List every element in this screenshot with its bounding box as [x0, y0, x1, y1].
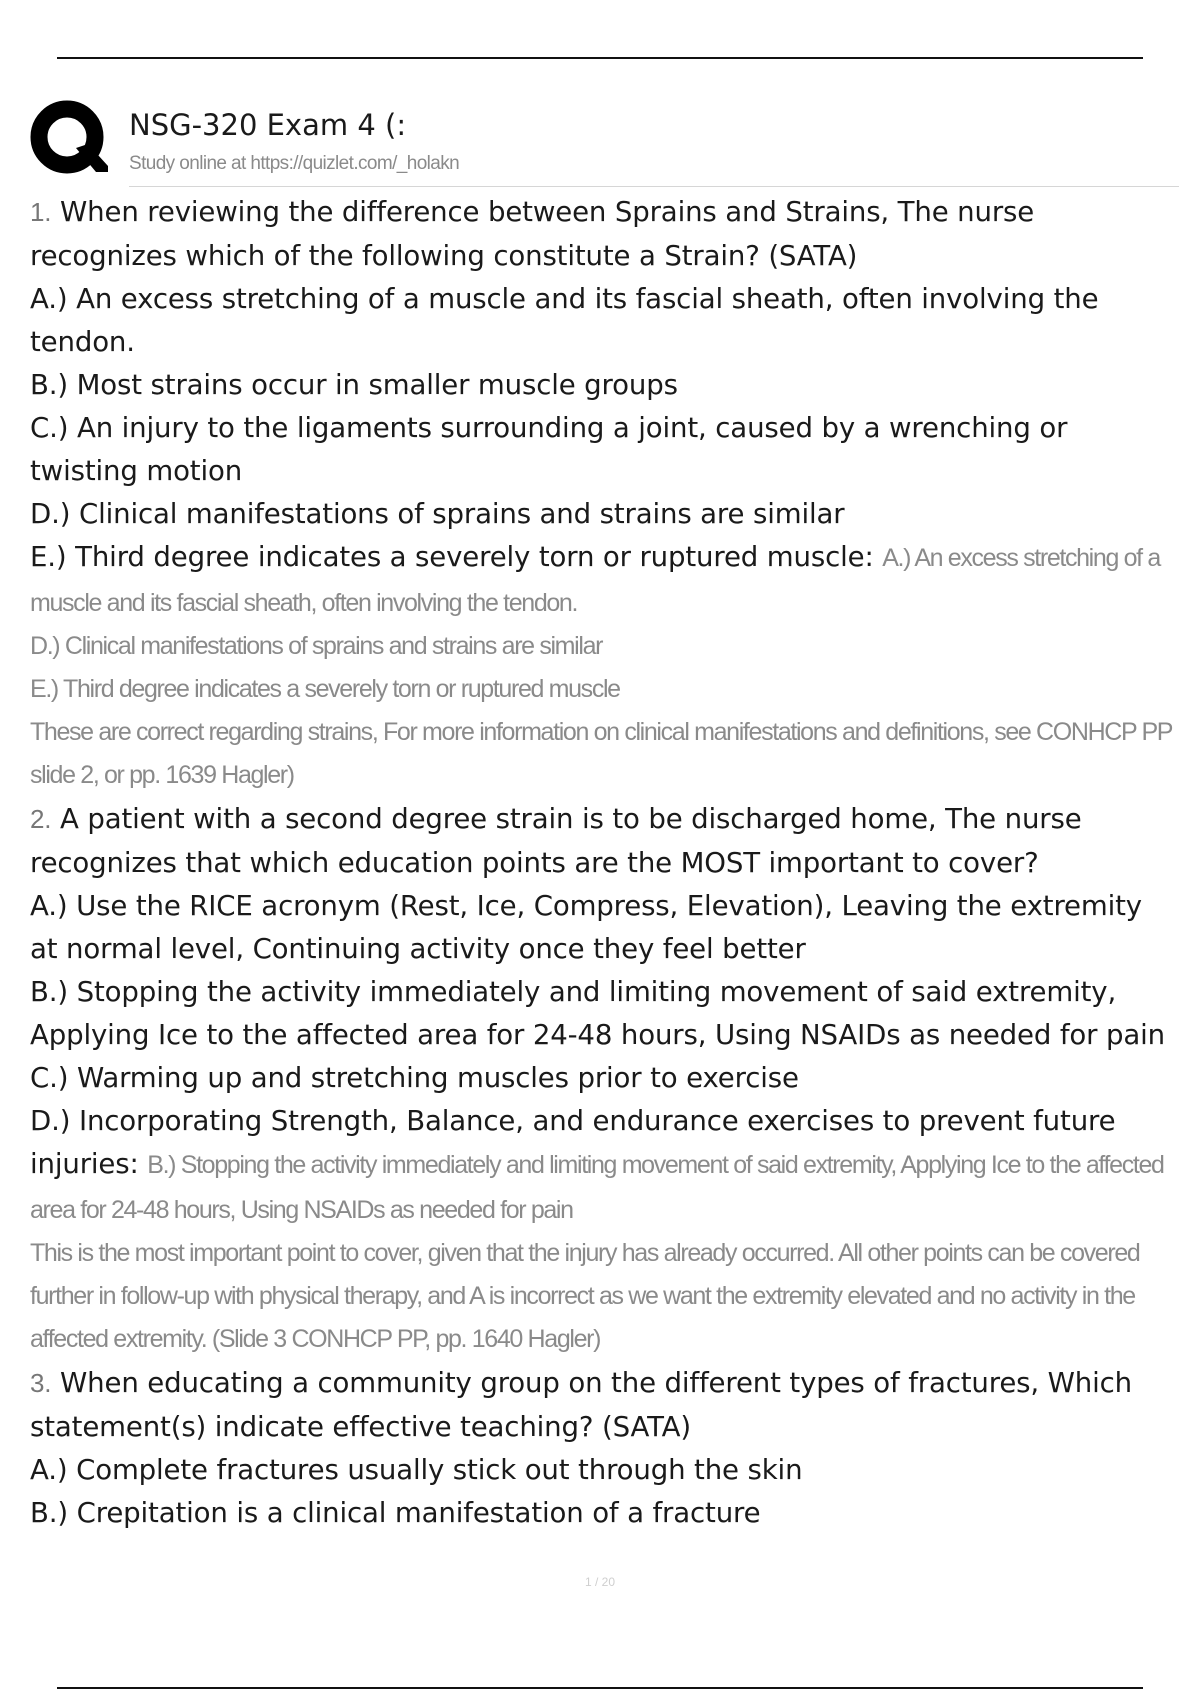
question-number: 3.	[30, 1368, 52, 1398]
answer-option	[30, 535, 1176, 625]
answer-option	[30, 1099, 1176, 1232]
option-text: E.) Third degree indicates a severely torn or ruptured muscle:	[30, 540, 874, 573]
page-header	[30, 100, 1176, 186]
study-online-link[interactable]: Study online at https://quizlet.com/_holakn	[129, 153, 460, 174]
question-text: When reviewing the difference between Sprains and Strains, The nurse recognizes which of the following constitute a Strain? (SATA)	[30, 195, 1035, 272]
question-text: When educating a community group on the different types of fractures, Which statement(s) indicate effective teaching? (SATA)	[30, 1366, 1132, 1443]
answer-line: E.) Third degree indicates a severely torn or ruptured muscle	[30, 675, 620, 703]
question-prompt	[30, 797, 1176, 884]
header-divider	[129, 186, 1179, 187]
answer-option: D.) Clinical manifestations of sprains and strains are similar	[30, 497, 845, 530]
answer-option: A.) An excess stretching of a muscle and its fascial sheath, often involving the tendon.	[30, 282, 1099, 358]
question-number: 1.	[30, 197, 52, 227]
page-number: 1 / 20	[584, 1575, 616, 1589]
answer-option: C.) An injury to the ligaments surrounding a joint, caused by a wrenching or twisting motion	[30, 411, 1068, 487]
answer-explanation: These are correct regarding strains, For more information on clinical manifestations and definitions, see CONHCP PP slide 2, or pp. 1639 Hagler)	[30, 718, 1172, 789]
answer-option: A.) Complete fractures usually stick out through the skin	[30, 1453, 803, 1486]
answer-explanation: This is the most important point to cover, given that the injury has already occurred. All other points can be covered further in follow-up with physical therapy, and A is incorrect as we want the extremity elevated and no activity in the affected extremity. (Slide 3 CONHCP PP, pp. 1640 Hagler)	[30, 1239, 1140, 1353]
question-text: A patient with a second degree strain is to be discharged home, The nurse recognizes that which education points are the MOST important to cover?	[30, 802, 1082, 879]
answer-text: B.) Stopping the activity immediately and limiting movement of said extremity, Applying Ice to the affected area for 24-48 hours, Using NSAIDs as needed for pain	[30, 1151, 1164, 1224]
answer-option: A.) Use the RICE acronym (Rest, Ice, Compress, Elevation), Leaving the extremity at normal level, Continuing activity once they feel better	[30, 889, 1142, 965]
question-number: 2.	[30, 804, 52, 834]
answer-option: C.) Warming up and stretching muscles prior to exercise	[30, 1061, 799, 1094]
top-rule	[57, 57, 1143, 59]
answer-option: B.) Crepitation is a clinical manifestation of a fracture	[30, 1496, 761, 1529]
answer-option: B.) Most strains occur in smaller muscle groups	[30, 368, 678, 401]
bottom-rule	[57, 1687, 1143, 1689]
page-title: NSG-320 Exam 4 (:	[129, 108, 407, 142]
question-list	[30, 190, 1176, 1534]
answer-line: D.) Clinical manifestations of sprains and strains are similar	[30, 632, 603, 660]
answer-option: B.) Stopping the activity immediately and limiting movement of said extremity, Applying Ice to the affected area for 24-48 hours, Using NSAIDs as needed for pain	[30, 975, 1165, 1051]
answer-text: A.) An excess stretching of a muscle and its fascial sheath, often involving the tendon.	[30, 544, 1160, 617]
quizlet-q-logo-icon	[30, 100, 108, 178]
question-prompt	[30, 1361, 1176, 1448]
option-text: D.) Incorporating Strength, Balance, and endurance exercises to prevent future injuries:	[30, 1104, 1116, 1180]
question-prompt	[30, 190, 1176, 277]
